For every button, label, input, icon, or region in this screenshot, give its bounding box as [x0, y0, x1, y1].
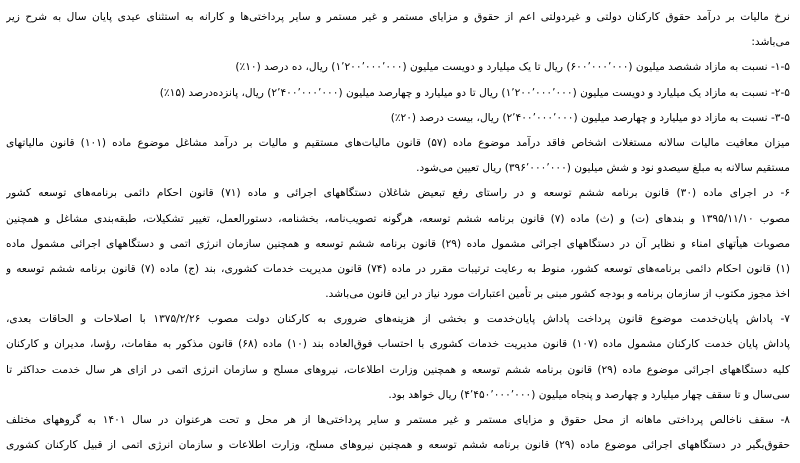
document-page	[0, 5, 800, 463]
text-line: ۷- پاداش پایان‌خدمت موضوع قانون پرداخت پاداش پایان‌خدمت و بخشی از هزینه‌های ضروری به کارکنان دولت مصوب ۱۳۷۵/۲/۲۶ با اصلاحات و الحاقات بعدی،	[6, 313, 790, 326]
text-line: حقوق‌بگیر در دستگاههای اجرائی موضوع ماده (۲۹) قانون برنامه ششم توسعه و همچنین نیروهای مسلح، وزارت اطلاعات و سازمان انرژی اتمی از قبیل کارکنان کشوری	[6, 439, 790, 452]
text-line: ۳-۵- نسبت به مازاد دو میلیارد و چهارصد میلیون (۲٬۴۰۰٬۰۰۰٬۰۰۰) ریال، بیست درصد (۲۰٪)	[390, 111, 790, 124]
text-line: ۲-۵- نسبت به مازاد یک میلیارد و دویست میلیون (۱٬۲۰۰٬۰۰۰٬۰۰۰) ریال تا دو میلیارد و چهارصد میلیون (۲٬۴۰۰٬۰۰۰٬۰۰۰) ریال، پانزده‌درصد (۱۵٪)	[159, 86, 790, 99]
text-line: مصوب ۱۳۹۵/۱۱/۱۰ و بندهای (ت) و (ث) ماده (۷) قانون برنامه ششم توسعه، هرگونه تصویب‌نامه، بخشنامه، دستورالعمل، تغییر تشکیلات، طبقه‌بندی مشاغل و همچنین	[6, 212, 790, 225]
text-line: پاداش پایان خدمت کارکنان مشمول ماده (۱۰۷) قانون مدیریت خدمات کشوری با احتساب فوق‌العاده بند (۱۰) ماده (۶۸) قانون مذکور به مقامات، رؤسا، مدیران و کارکنان	[6, 338, 790, 351]
text-line: میزان معافیت مالیات سالانه مستغلات اشخاص فاقد درآمد موضوع ماده (۵۷) قانون مالیات‌های مستقیم و مالیات بر درآمد مشاغل موضوع ماده (۱۰۱) قانون مالیاتهای	[6, 136, 790, 149]
text-line: مستقیم سالانه به مبلغ سیصدو نود و شش میلیون (۳۹۶٬۰۰۰٬۰۰۰) ریال تعیین می‌شود.	[416, 162, 790, 175]
text-line: می‌باشد:	[751, 36, 790, 49]
text-line: اخذ مجوز مکتوب از سازمان برنامه و بودجه کشور مبنی بر تأمین اعتبارات مورد نیاز در این قانون می‌باشد.	[325, 288, 790, 301]
text-line: سی‌سال و تا سقف چهار میلیارد و چهارصد و پنجاه میلیون (۴٬۴۵۰٬۰۰۰٬۰۰۰) ریال خواهد بود.	[388, 388, 790, 401]
text-line: ۸- سقف ناخالص پرداختی ماهانه از محل حقوق و مزایای مستمر و غیر مستمر و سایر پرداختی‌ها از هر محل و تحت هرعنوان در سال ۱۴۰۱ به گروههای مختلف	[6, 414, 790, 426]
text-line: کلیه دستگاههای اجرائی موضوع ماده (۲۹) قانون برنامه ششم توسعه و همچنین وزارت اطلاعات، نیروهای مسلح و سازمان انرژی اتمی در ازای هر سال خدمت حداکثر تا	[6, 363, 790, 376]
text-line: (۱) قانون احکام دائمی برنامه‌های توسعه کشور، منوط به رعایت ترتیبات مقرر در ماده (۷۴) قانون مدیریت خدمات کشوری، بند (ج) ماده (۷) قانون برنامه ششم توسعه و	[6, 262, 790, 275]
text-line: ۶- در اجرای ماده (۳۰) قانون برنامه ششم توسعه و در راستای رفع تبعیض شاغلان دستگاههای اجرائی و ماده (۷۱) قانون احکام دائمی برنامه‌های توسعه کشور	[6, 187, 790, 200]
text-line: ۱-۵- نسبت به مازاد ششصد میلیون (۶۰۰٬۰۰۰٬۰۰۰) ریال تا یک میلیارد و دویست میلیون (۱٬۲۰۰٬۰۰۰٬۰۰۰) ریال، ده درصد (۱۰٪)	[235, 61, 790, 74]
text-line: نرخ مالیات بر درآمد حقوق کارکنان دولتی و غیردولتی اعم از حقوق و مزایای مستمر و غیر مستمر و سایر پرداختی‌ها و کارانه به استثنای عیدی پایان سال به شرح زیر	[6, 11, 790, 23]
text-line: مصوبات هیأتهای امناء و نظایر آن در دستگاههای اجرائی مشمول ماده (۲۹) قانون برنامه ششم توسعه و همچنین سازمان انرژی اتمی و دستگاههای اجرائی مشمول ماده	[6, 237, 790, 250]
